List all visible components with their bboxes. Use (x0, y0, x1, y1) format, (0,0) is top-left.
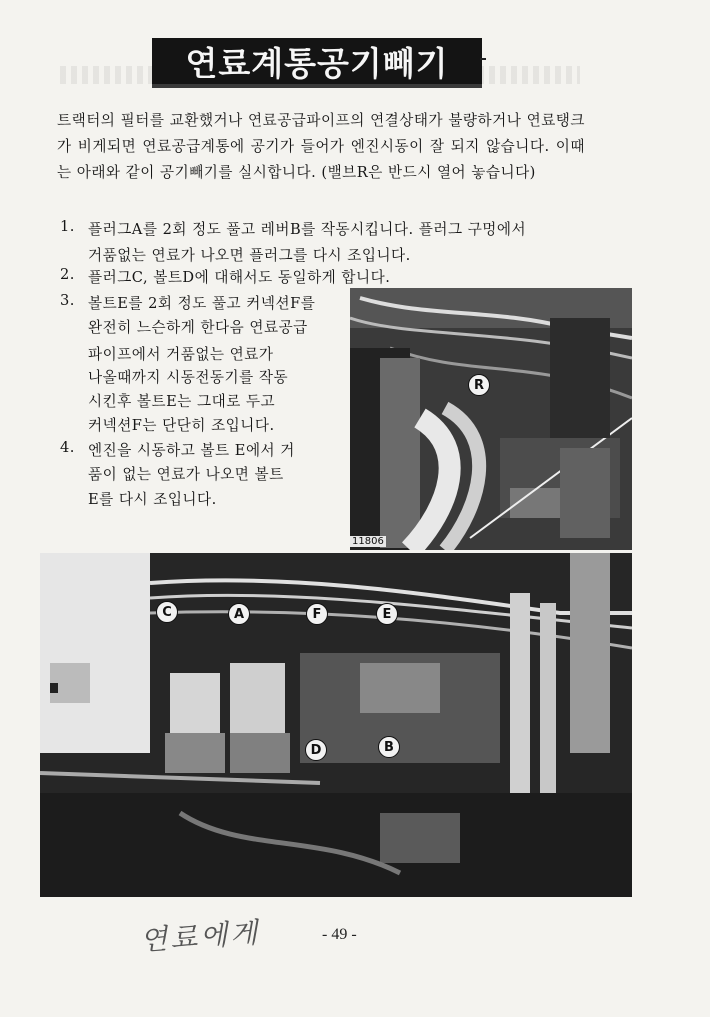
step-3-line-1: 볼트E를 2회 정도 풀고 커넥션F를 (88, 295, 316, 312)
photo-code: 11806 (352, 536, 384, 547)
handwritten-note: 연료에게 (139, 915, 262, 958)
callout-e: E (376, 603, 398, 625)
photo-engine-fuel-system (40, 553, 632, 897)
step-4-line-3: E를 다시 조입니다. (88, 491, 217, 508)
step-number: 2. (60, 266, 75, 283)
page-number: - 49 - (322, 926, 357, 943)
callout-b: B (378, 736, 400, 758)
callout-d: D (305, 739, 327, 761)
step-4-line-1: 엔진을 시동하고 볼트 E에서 거 (88, 442, 295, 459)
callout-f: F (306, 603, 328, 625)
engine-photo-top (350, 288, 632, 550)
photo-valve-r (350, 288, 632, 550)
engine-photo-bottom (40, 553, 632, 897)
step-number: 3. (60, 292, 75, 309)
step-3-line-2: 완전히 느슨하게 한다음 연료공급 (88, 319, 308, 336)
step-1-line-1: 플러그A를 2회 정도 풀고 레버B를 작동시킵니다. 플러그 구멍에서 (88, 221, 527, 238)
page-title: 연료계통공기빼기 (152, 38, 482, 88)
callout-r: R (468, 374, 490, 396)
step-number: 4. (60, 439, 75, 456)
callout-c: C (156, 601, 178, 623)
step-1-line-2: 거품없는 연료가 나오면 플러그를 다시 조입니다. (88, 247, 411, 264)
step-4-line-2: 품이 없는 연료가 나오면 볼트 (88, 466, 284, 483)
title-mark (480, 58, 486, 60)
step-2-line-1: 플러그C, 볼트D에 대해서도 동일하게 합니다. (88, 269, 391, 286)
step-3-line-6: 커넥션F는 단단히 조입니다. (88, 417, 275, 434)
step-3-line-3: 파이프에서 거품없는 연료가 (88, 346, 274, 363)
step-number: 1. (60, 218, 75, 235)
step-3-line-5: 시킨후 볼트E는 그대로 두고 (88, 393, 276, 410)
callout-a: A (228, 603, 250, 625)
step-3-line-4: 나올때까지 시동전동기를 작동 (88, 369, 289, 386)
intro-paragraph: 트랙터의 필터를 교환했거나 연료공급파이프의 연결상태가 불량하거나 연료탱크가 비게되면 연료공급계통에 공기가 들어가 엔진시동이 잘 되지 않습니다. 이때는 아래와 같이 공기빼기를 실시합니다. (밸브R은 반드시 열어 놓습니다) (57, 112, 585, 181)
